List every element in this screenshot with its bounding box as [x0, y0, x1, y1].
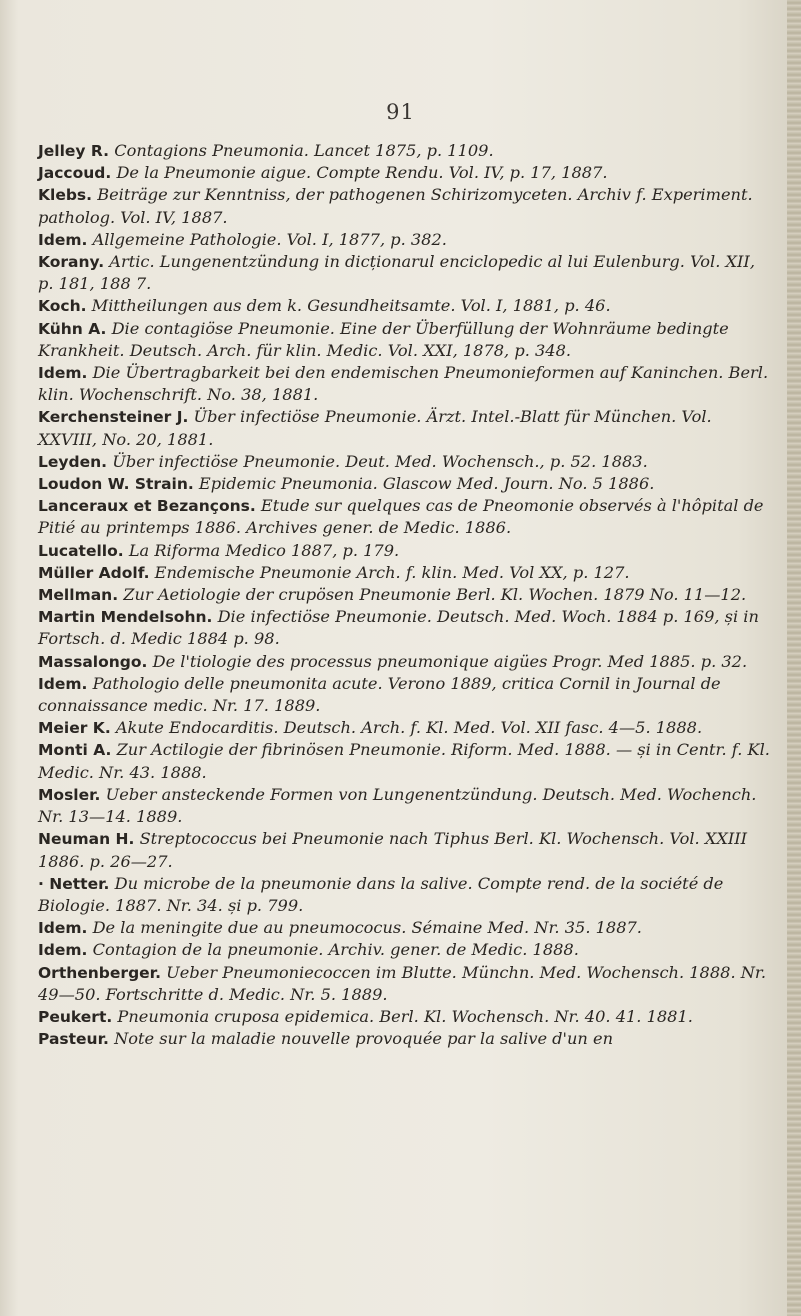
- reference-list: [38, 140, 770, 1050]
- reference-author: Idem.: [38, 919, 88, 938]
- reference-citation: Epidemic Pneumonia. Glascow Med. Journ. No. 5 1886.: [198, 474, 655, 494]
- reference-author: Korany.: [38, 253, 105, 272]
- reference-citation: Du microbe de la pneumonie dans la salive. Compte rend. de la société de Biologie. 1887. Nr. 34. și p. 799.: [38, 873, 724, 915]
- reference-citation: Pathologio delle pneumonita acute. Verono 1889, critica Cornil in Journal de connaissance medic. Nr. 17. 1889.: [38, 673, 721, 716]
- reference-entry: [38, 606, 770, 650]
- reference-citation: Etude sur quelques cas de Pneomonie observés à l'hôpital de Pitié au printemps 1886. Archives gener. de Medic. 1886.: [38, 496, 764, 538]
- reference-citation: Die infectiöse Pneumonie. Deutsch. Med. Woch. 1884 p. 169, și in Fortsch. d. Medic 1884 p. 98.: [38, 607, 759, 649]
- reference-citation: La Riforma Medico 1887, p. 179.: [128, 540, 400, 560]
- reference-author: Jelley R.: [38, 142, 110, 160]
- reference-entry: [38, 739, 770, 783]
- reference-author: Massalongo.: [38, 652, 148, 671]
- reference-author: Meier K.: [38, 719, 111, 738]
- reference-author: Lucatello.: [38, 541, 124, 560]
- reference-entry: [38, 828, 770, 872]
- reference-entry: [38, 784, 770, 828]
- reference-entry: [38, 229, 770, 251]
- reference-entry: [38, 540, 770, 562]
- reference-entry: [38, 962, 770, 1006]
- reference-entry: [38, 717, 770, 739]
- reference-entry: [38, 584, 770, 606]
- reference-citation: Die Übertragbarkeit bei den endemischen Pneumonieformen auf Kaninchen. Berl. klin. Wochenschrift. No. 38, 1881.: [38, 363, 769, 405]
- reference-author: Leyden.: [38, 452, 108, 471]
- reference-entry: [38, 295, 770, 317]
- reference-entry: [38, 873, 770, 917]
- reference-author: Idem.: [38, 230, 88, 249]
- reference-citation: De la meningite due au pneumococus. Sémaine Med. Nr. 35. 1887.: [92, 918, 642, 938]
- reference-citation: Mittheilungen aus dem k. Gesundheitsamte. Vol. I, 1881, p. 46.: [91, 296, 611, 316]
- page-edge-decoration: [787, 0, 801, 1316]
- reference-author: Mellman.: [38, 586, 119, 605]
- reference-entry: [38, 162, 770, 184]
- reference-author: Orthenberger.: [38, 963, 161, 982]
- reference-author: Peukert.: [38, 1007, 113, 1026]
- reference-author: Lanceraux et Bezançons.: [38, 497, 256, 516]
- reference-citation: Ueber ansteckende Formen von Lungenentzündung. Deutsch. Med. Wochench. Nr. 13—14. 1889.: [38, 784, 757, 827]
- reference-author: Jaccoud.: [38, 164, 112, 183]
- reference-author: Klebs.: [38, 186, 93, 205]
- reference-entry: [38, 184, 770, 228]
- reference-entry: [38, 473, 770, 495]
- reference-citation: Allgemeine Pathologie. Vol. I, 1877, p. 382.: [92, 229, 447, 249]
- reference-author: · Netter.: [38, 874, 110, 893]
- reference-citation: Zur Actilogie der fibrinösen Pneumonie. Riform. Med. 1888. — și in Centr. f. Kl. Medic. Nr. 43. 1888.: [38, 740, 770, 782]
- reference-author: Mosler.: [38, 785, 101, 804]
- reference-entry: [38, 651, 770, 673]
- reference-entry: [38, 673, 770, 717]
- reference-author: Müller Adolf.: [38, 563, 150, 582]
- reference-entry: [38, 406, 770, 450]
- reference-entry: [38, 1006, 770, 1028]
- page-number: 91: [386, 100, 415, 124]
- reference-author: Loudon W. Strain.: [38, 475, 194, 494]
- reference-entry: [38, 917, 770, 939]
- reference-author: Kühn A.: [38, 319, 107, 338]
- reference-entry: [38, 362, 770, 406]
- reference-entry: [38, 495, 770, 539]
- reference-citation: Endemische Pneumonie Arch. f. klin. Med. Vol XX, p. 127.: [154, 562, 630, 582]
- reference-author: Idem.: [38, 674, 88, 693]
- reference-citation: De l'tiologie des processus pneumonique aigües Progr. Med 1885. p. 32.: [152, 651, 748, 671]
- reference-citation: Die contagiöse Pneumonie. Eine der Überfüllung der Wohnräume bedingte Krankheit. Deutsch. Arch. für klin. Medic. Vol. XXI, 1878, p. 348.: [38, 318, 729, 360]
- reference-entry: [38, 140, 770, 162]
- reference-citation: Ueber Pneumoniecoccen im Blutte. Münchn. Med. Wochensch. 1888. Nr. 49—50. Fortschritte d. Medic. Nr. 5. 1889.: [38, 962, 767, 1004]
- reference-citation: Artic. Lungenentzündung in dicționarul enciclopedic al lui Eulenburg. Vol. XII, p. 181, 188 7.: [38, 252, 755, 294]
- reference-citation: Akute Endocarditis. Deutsch. Arch. f. Kl. Med. Vol. XII fasc. 4—5. 1888.: [115, 718, 703, 738]
- reference-citation: Contagion de la pneumonie. Archiv. gener. de Medic. 1888.: [92, 940, 579, 960]
- reference-citation: Über infectiöse Pneumonie. Ärzt. Intel.-Blatt für München. Vol. XXVIII, No. 20, 1881.: [38, 407, 712, 449]
- reference-entry: [38, 562, 770, 584]
- reference-citation: Contagions Pneumonia. Lancet 1875, p. 1109.: [114, 141, 494, 160]
- reference-author: Neuman H.: [38, 830, 135, 849]
- reference-citation: Pneumonia cruposa epidemica. Berl. Kl. Wochensch. Nr. 40. 41. 1881.: [117, 1006, 693, 1026]
- reference-entry: [38, 1028, 770, 1050]
- reference-entry: [38, 939, 770, 961]
- reference-entry: [38, 251, 770, 295]
- reference-citation: Über infectiöse Pneumonie. Deut. Med. Wochensch., p. 52. 1883.: [112, 451, 648, 471]
- reference-citation: De la Pneumonie aigue. Compte Rendu. Vol. IV, p. 17, 1887.: [116, 163, 608, 183]
- reference-author: Idem.: [38, 941, 88, 960]
- reference-entry: [38, 318, 770, 362]
- reference-citation: Streptococcus bei Pneumonie nach Tiphus Berl. Kl. Wochensch. Vol. XXIII 1886. p. 26—27.: [38, 829, 748, 871]
- reference-author: Idem.: [38, 364, 88, 383]
- reference-author: Martin Mendelsohn.: [38, 608, 213, 627]
- reference-author: Pasteur.: [38, 1030, 109, 1049]
- reference-citation: Note sur la maladie nouvelle provoquée par la salive d'un en: [114, 1029, 613, 1049]
- reference-author: Koch.: [38, 297, 87, 316]
- reference-citation: Zur Aetiologie der crupösen Pneumonie Berl. Kl. Wochen. 1879 No. 11—12.: [123, 585, 747, 605]
- reference-entry: [38, 451, 770, 473]
- reference-author: Monti A.: [38, 741, 112, 760]
- reference-author: Kerchensteiner J.: [38, 408, 189, 427]
- reference-citation: Beiträge zur Kenntniss, der pathogenen Schirizomyceten. Archiv f. Experiment. patholog. Vol. IV, 1887.: [38, 185, 753, 227]
